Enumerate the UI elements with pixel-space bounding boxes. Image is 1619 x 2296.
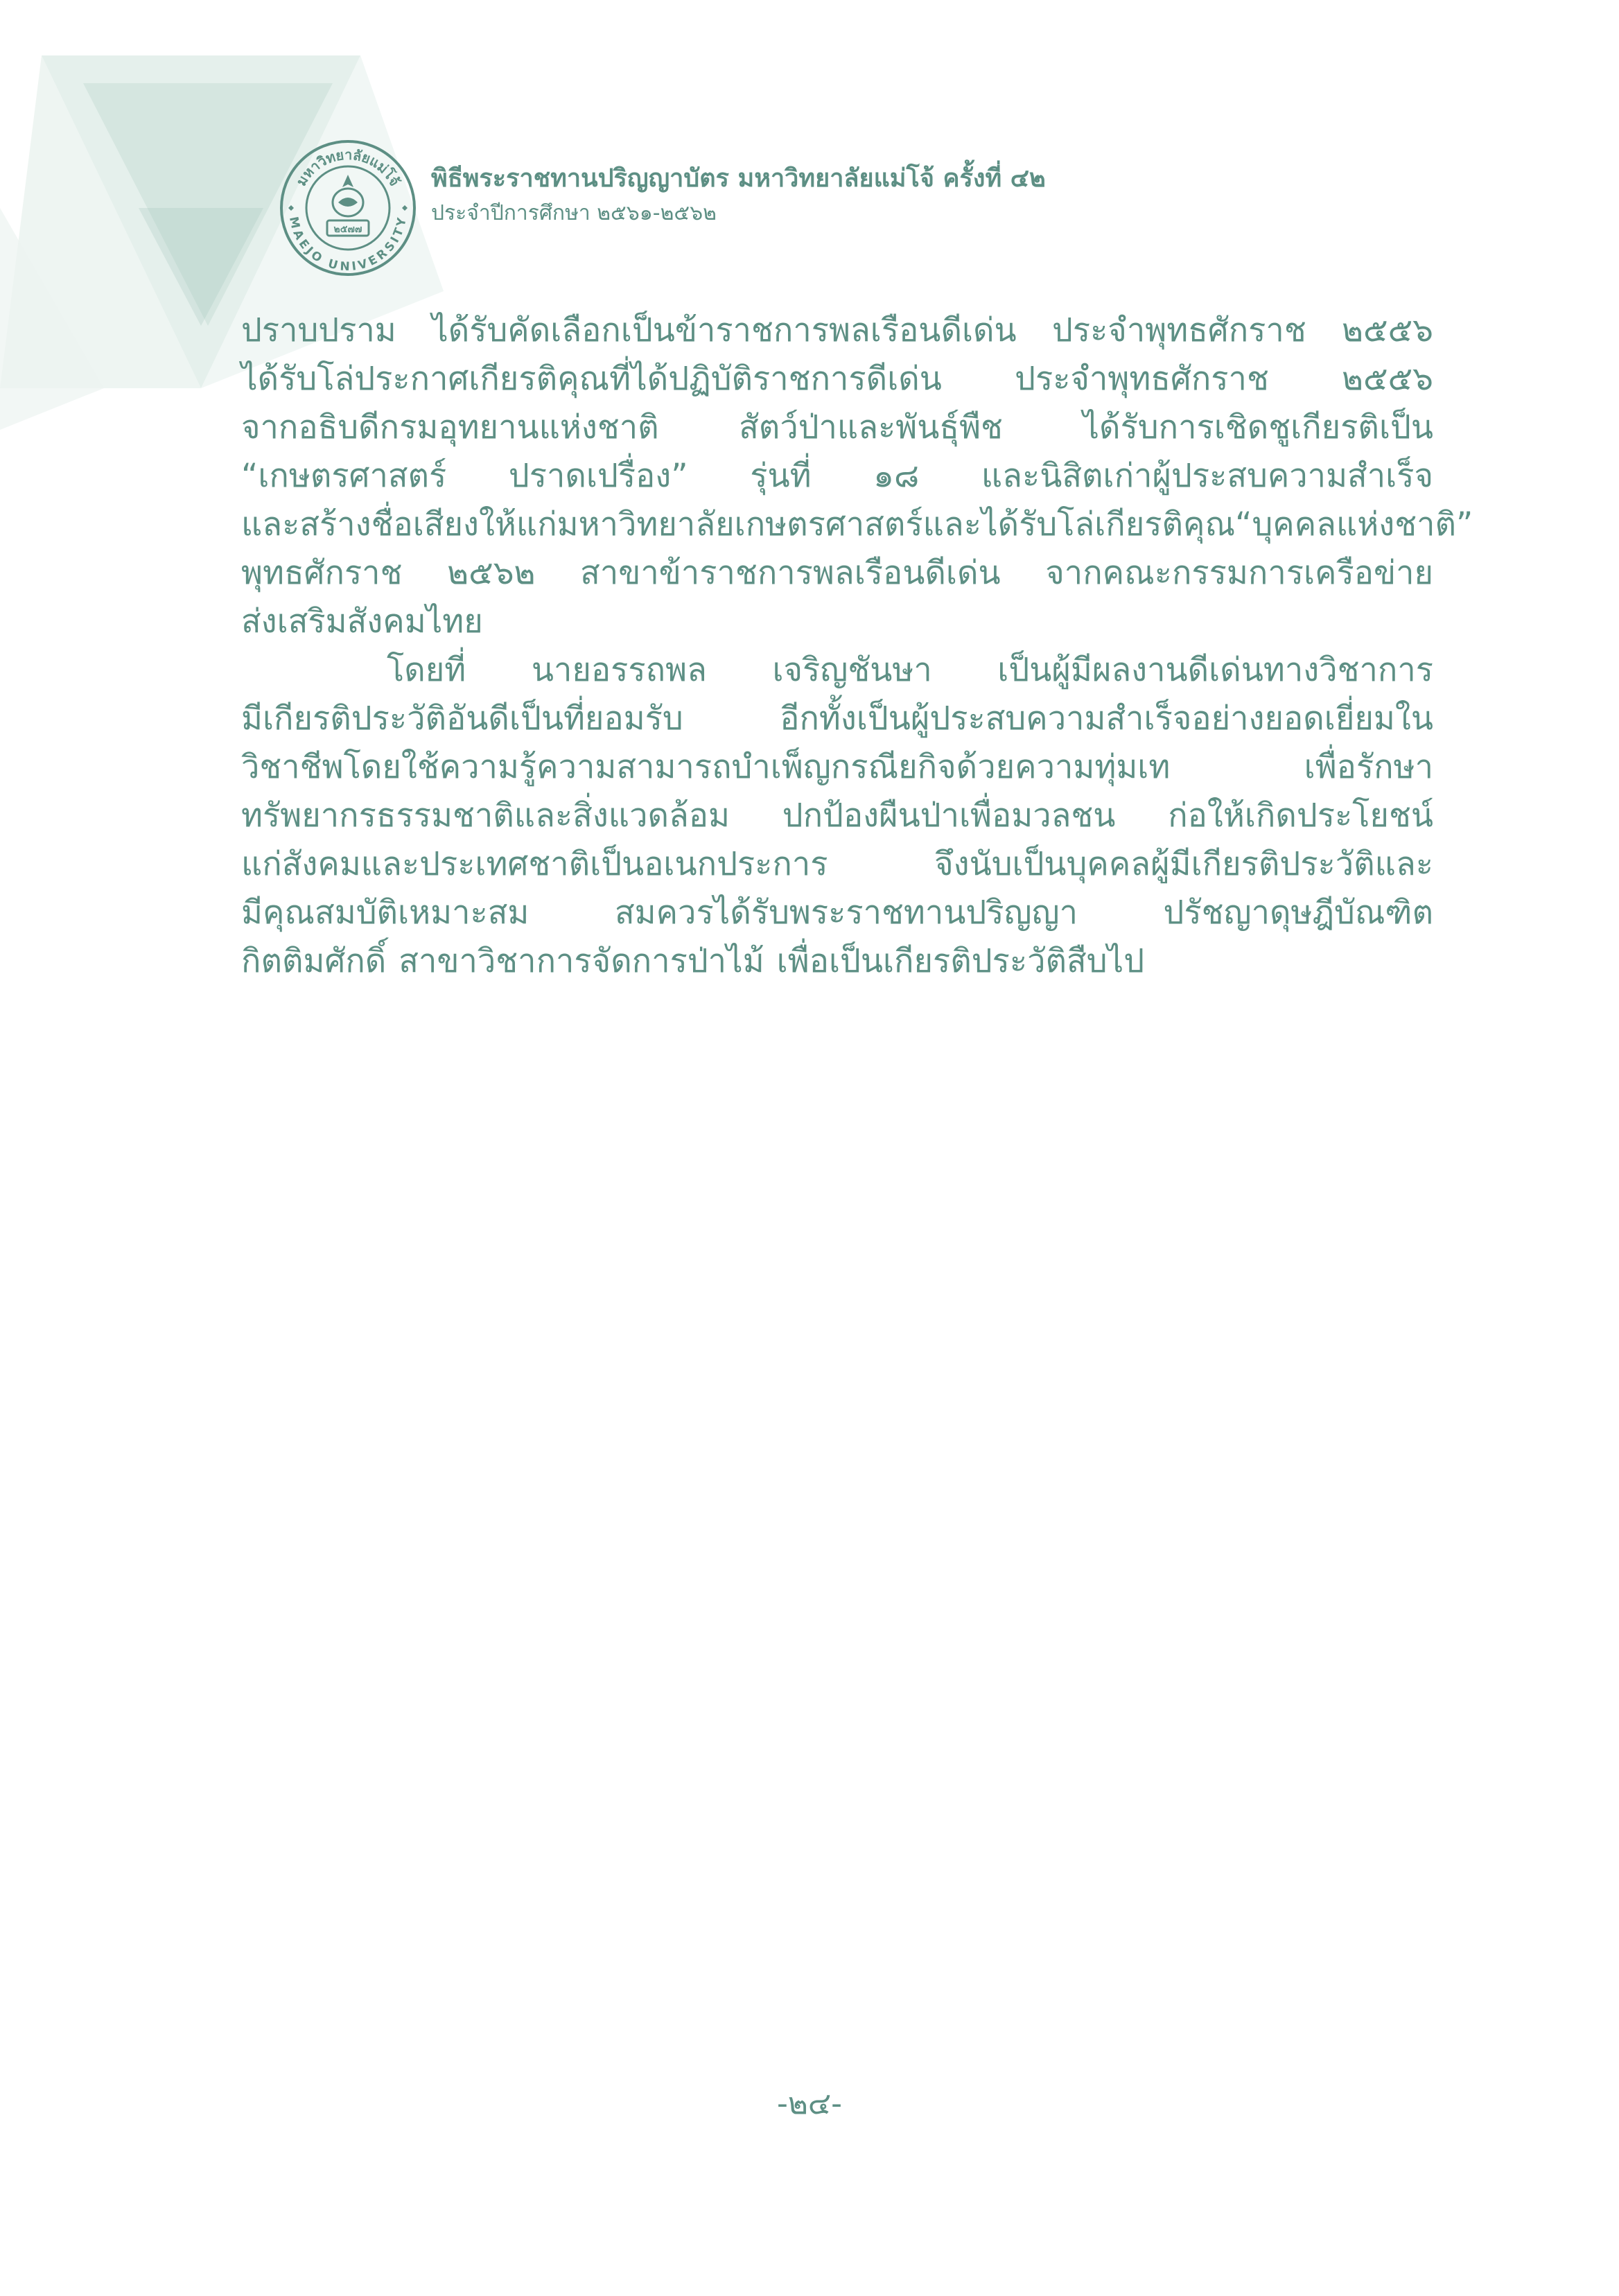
word: “เกษตรศาสตร์ <box>241 457 447 495</box>
text-line <box>241 792 1433 840</box>
word: เพื่อรักษา <box>1304 748 1433 786</box>
word: รุ่นที่ <box>750 457 812 495</box>
word: ได้รับคัดเลือกเป็นข้าราชการพลเรือนดีเด่น <box>432 311 1017 349</box>
word: ทรัพยากรธรรมชาติและสิ่งแวดล้อม <box>241 797 730 835</box>
seal-year: ๒๕๗๗ <box>333 224 362 235</box>
word: วิชาชีพโดยใช้ความรู้ความสามารถบำเพ็ญกรณียกิจด้วยความทุ่มเท <box>241 748 1171 786</box>
word: ส่งเสริมสังคมไทย <box>241 602 483 641</box>
text-line <box>241 889 1433 937</box>
word: เจริญชันษา <box>772 651 932 689</box>
text-line <box>241 937 1433 986</box>
word: ปรัชญาดุษฎีบัณฑิต <box>1163 894 1433 932</box>
text-line <box>241 743 1433 792</box>
word: ๒๕๖๒ <box>447 554 536 592</box>
word: โดยที่ <box>387 651 466 689</box>
document-body <box>241 306 1473 986</box>
seal-text-bottom: MAEJO UNIVERSITY <box>286 215 410 275</box>
word: จากอธิบดีกรมอุทยานแห่งชาติ <box>241 408 659 446</box>
word: มีคุณสมบัติเหมาะสม <box>241 894 530 932</box>
document-header <box>431 161 1193 230</box>
word: เป็นผู้มีผลงานดีเด่นทางวิชาการ <box>997 651 1433 689</box>
word: เพื่อเป็นเกียรติประวัติสืบไป <box>776 942 1145 980</box>
word: อีกทั้งเป็นผู้ประสบความสำเร็จอย่างยอดเยี่ยมใน <box>780 699 1433 738</box>
word: ได้รับโล่ประกาศเกียรติคุณที่ได้ปฏิบัติราชการดีเด่น <box>241 360 942 398</box>
text-line <box>241 403 1433 452</box>
word: และสร้างชื่อเสียงให้แก่มหาวิทยาลัยเกษตรศาสตร์ <box>241 505 923 543</box>
word: นายอรรถพล <box>531 651 707 689</box>
word: สมควรได้รับพระราชทานปริญญา <box>614 894 1078 932</box>
text-line <box>241 549 1433 598</box>
university-seal-logo <box>279 139 417 277</box>
word: ได้รับการเชิดชูเกียรติเป็น <box>1083 408 1433 446</box>
text-line <box>241 598 1433 646</box>
paragraph <box>241 646 1433 986</box>
header-subtitle: ประจำปีการศึกษา ๒๕๖๑-๒๕๖๒ <box>431 201 717 225</box>
text-line <box>241 646 1433 695</box>
word: ๒๕๕๖ <box>1342 311 1433 349</box>
text-line <box>241 355 1433 403</box>
text-line <box>241 452 1433 501</box>
word: แก่สังคมและประเทศชาติเป็นอเนกประการ <box>241 845 828 883</box>
word: ประจำพุทธศักราช <box>1015 360 1269 398</box>
word: ปราบปราม <box>241 311 396 349</box>
word: สัตว์ป่าและพันธุ์พืช <box>739 408 1003 446</box>
word: ปราดเปรื่อง” <box>508 457 688 495</box>
word: มีเกียรติประวัติอันดีเป็นที่ยอมรับ <box>241 699 683 738</box>
word: สาขาข้าราชการพลเรือนดีเด่น <box>580 554 1001 592</box>
word: กิตติมศักดิ์ <box>241 942 387 980</box>
word: พุทธศักราช <box>241 554 403 592</box>
paragraph <box>241 306 1473 646</box>
word: ๒๕๕๖ <box>1342 360 1433 398</box>
word: และได้รับโล่เกียรติคุณ <box>922 505 1236 543</box>
page-number: -๒๔- <box>776 2086 843 2121</box>
word: และนิสิตเก่าผู้ประสบความสำเร็จ <box>981 457 1433 495</box>
seal-text-top: มหาวิทยาลัยแม่โจ้ <box>292 146 403 189</box>
word: จึงนับเป็นบุคคลผู้มีเกียรติประวัติและ <box>934 845 1433 883</box>
word: “บุคคลแห่งชาติ” <box>1235 505 1473 543</box>
word: ประจำพุทธศักราช <box>1051 311 1306 349</box>
word: ปกป้องผืนป่าเพื่อมวลชน <box>782 797 1116 835</box>
word: จากคณะกรรมการเครือข่าย <box>1045 554 1433 592</box>
word: สาขาวิชาการจัดการป่าไม้ <box>399 942 764 980</box>
text-line <box>241 840 1433 889</box>
header-title: พิธีพระราชทานปริญญาบัตร มหาวิทยาลัยแม่โจ้ ครั้งที่ ๔๒ <box>431 164 1046 193</box>
word: ๑๘ <box>873 457 920 495</box>
text-line <box>241 306 1433 355</box>
word: ก่อให้เกิดประโยชน์ <box>1168 797 1433 835</box>
text-line <box>241 501 1473 549</box>
text-line <box>241 695 1433 743</box>
